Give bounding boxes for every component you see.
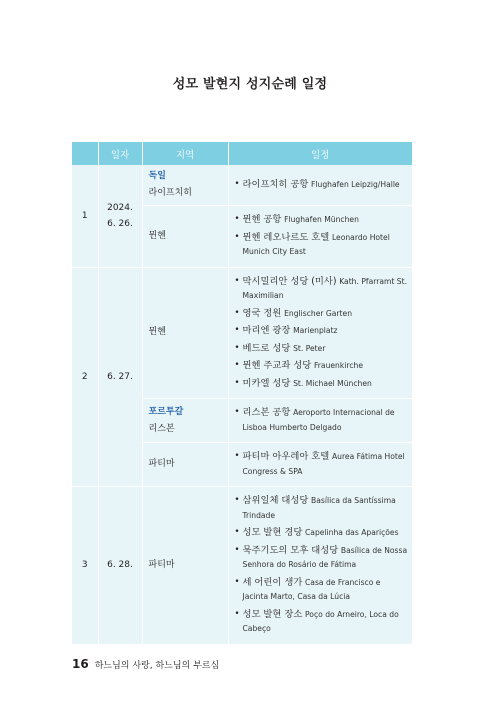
schedule-item: • 성모 발현 경당 Capelinha das Aparições [234,527,399,538]
place-original: Flughafen München [284,215,359,224]
date-line: 2024. [107,202,133,213]
day-number: 2 [72,267,98,487]
date-line: 6. 27. [107,371,133,382]
place-korean: 뮌헨 레오나르도 호텔 [242,231,330,243]
place-korean: 성모 발현 장소 [242,608,303,620]
region-cell [142,206,228,268]
place-korean: 라이프치히 공항 [242,178,309,190]
place-original: Leonardo Hotel Munich City East [242,232,390,256]
place-original: Frauenkirche [313,361,363,370]
schedule-item: • 마리엔 광장 Marienplatz [234,325,338,336]
itinerary-table [72,142,412,645]
schedule-item: • 뮌헨 공항 Flughafen München [234,214,359,225]
region-cell [142,399,228,443]
place-korean: 영국 정원 [242,307,282,319]
schedule-cell [228,487,412,645]
schedule-item: • 성모 발현 장소 Poço do Arneiro, Loca do Cabeço [234,608,399,633]
country-label: 포르투갈 [148,406,184,417]
place-korean: 마리엔 광장 [242,325,291,336]
region-cell [142,487,228,645]
place-original: Flughafen Leipzig/Halle [311,179,400,189]
day-date [98,487,142,645]
date-line: 6. 28. [107,560,133,571]
schedule-cell [228,267,412,399]
place-korean: 뮌헨 공항 [242,214,282,225]
place-korean: 막시밀리안 성당 (미사) [242,275,337,287]
place-korean: 베드로 성당 [242,342,291,354]
place-original: Marienplatz [293,326,338,335]
place-korean: 묵주기도의 모후 대성당 [242,544,339,556]
place-korean: 세 어린이 생가 [242,576,303,588]
place-original: Capelinha das Aparições [305,528,399,537]
schedule-item: • 영국 정원 Englischer Garten [234,307,353,319]
header-region: 지역 [142,142,228,165]
place-original: Englischer Garten [284,308,353,318]
city-label: 라이프치히 [148,188,192,198]
place-korean: 파티마 아우레아 호텔 [242,451,330,462]
place-original: Kath. Pfarramt St. Maximilian [242,276,407,300]
schedule-item: • 파티마 아우레아 호텔 Aurea Fátima Hotel Congress & SPA [234,451,405,476]
day-date [98,165,142,267]
place-original: St. Peter [293,343,326,353]
place-korean: 성모 발현 경당 [242,527,303,538]
schedule-item: • 삼위일체 대성당 Basílica da Santíssima Trindade [234,495,396,520]
city-label: 뮌헨 [148,327,166,338]
place-korean: 미카엘 성당 [242,377,291,389]
book-title: 하느님의 사랑, 하느님의 부르심 [94,661,220,671]
place-original: Basílica da Santíssima Trindade [242,496,396,520]
place-original: Basílica de Nossa Senhora do Rosário de Fátima [242,545,408,569]
table-row [72,487,412,645]
header-date: 일자 [98,142,142,165]
region-cell [142,165,228,206]
schedule-item: • 리스본 공항 Aeroporto Internacional de Lisboa Humberto Delgado [234,407,395,432]
schedule-cell [228,443,412,487]
header-schedule: 일정 [228,142,412,165]
schedule-item: • 막시밀리안 성당 (미사) Kath. Pfarramt St. Maximilian [234,275,407,300]
schedule-cell [228,399,412,443]
schedule-cell [228,165,412,206]
header-number [72,142,98,165]
table-row [72,165,412,206]
place-original: Aurea Fátima Hotel Congress & SPA [242,452,405,476]
table-header-row [72,142,412,165]
region-cell [142,267,228,399]
place-korean: 리스본 공항 [242,407,291,418]
place-original: Poço do Arneiro, Loca do Cabeço [242,609,399,633]
place-original: St. Michael München [293,378,372,388]
schedule-item: • 뮌헨 레오나르도 호텔 Leonardo Hotel Munich City East [234,231,390,256]
day-number: 1 [72,165,98,267]
place-korean: 삼위일체 대성당 [242,495,309,506]
schedule-item: • 베드로 성당 St. Peter [234,342,326,354]
place-original: Aeroporto Internacional de Lisboa Humberto Delgado [242,408,395,432]
schedule-cell [228,206,412,268]
day-number: 3 [72,487,98,645]
place-original: Casa de Francisco e Jacinta Marto, Casa da Lúcia [242,577,381,601]
place-korean: 뮌헨 주교좌 성당 [242,360,312,371]
table-row [72,267,412,399]
city-label: 파티마 [148,559,175,570]
schedule-item: • 세 어린이 생가 Casa de Francisco e Jacinta Marto, Casa da Lúcia [234,576,381,601]
schedule-item: • 미카엘 성당 St. Michael München [234,377,372,389]
page-title: 성모 발현지 성지순례 일정 [172,77,328,92]
page-footer [72,657,219,671]
schedule-item: • 뮌헨 주교좌 성당 Frauenkirche [234,360,363,371]
city-label: 뮌헨 [148,230,166,241]
city-label: 파티마 [148,459,175,469]
schedule-item: • 라이프치히 공항 Flughafen Leipzig/Halle [234,178,400,190]
schedule-item: • 묵주기도의 모후 대성당 Basílica de Nossa Senhora do Rosário de Fátima [234,544,408,569]
date-line: 6. 26. [107,218,133,229]
country-label: 독일 [148,171,166,181]
day-date [98,267,142,487]
region-cell [142,443,228,487]
city-label: 리스본 [148,423,175,434]
page-number: 16 [72,657,89,671]
